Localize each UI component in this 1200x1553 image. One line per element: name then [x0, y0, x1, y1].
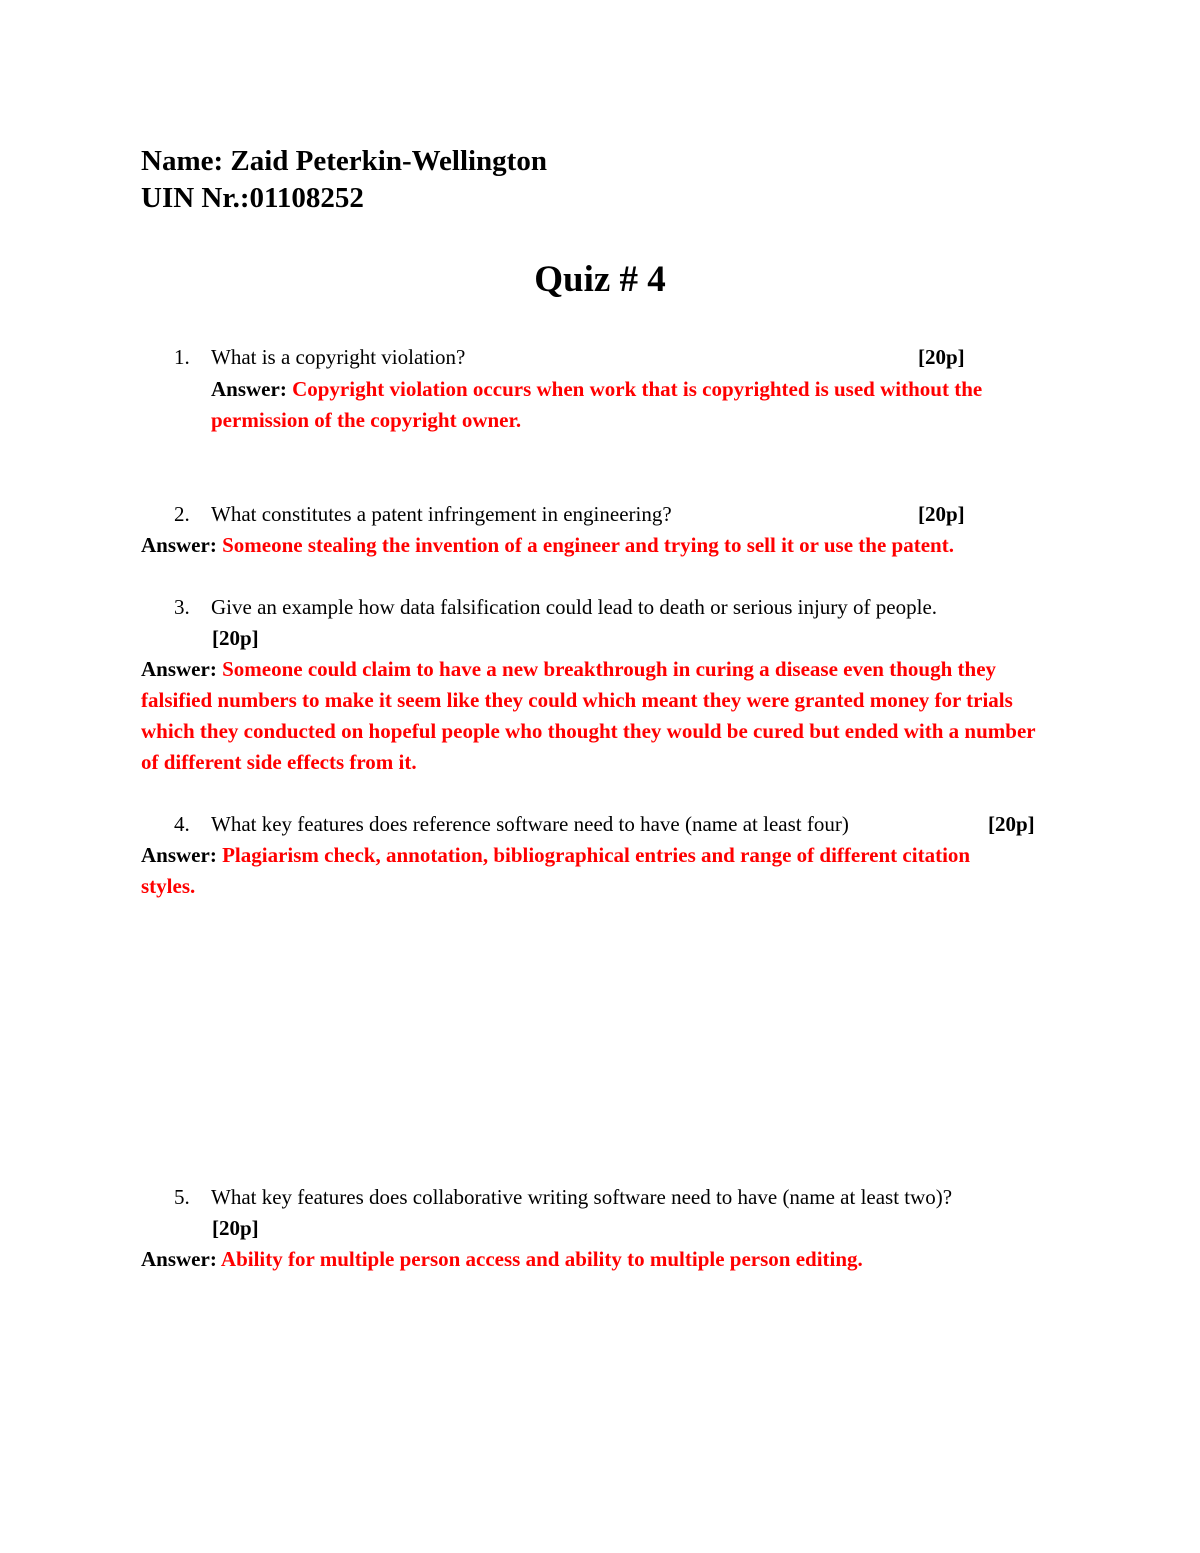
question-points: [20p]: [212, 1216, 259, 1240]
answer-block: [141, 1244, 1056, 1275]
answer-label: Answer:: [141, 1247, 221, 1271]
question-text: What is a copyright violation?: [211, 345, 466, 369]
question-text: Give an example how data falsification could lead to death or serious injury of people.: [211, 595, 938, 619]
question-text: What key features does collaborative writing software need to have (name at least two)?: [211, 1185, 953, 1209]
answer-block: [211, 374, 1056, 436]
question-points: [20p]: [988, 812, 1035, 836]
answer-text: Ability for multiple person access and ability to multiple person editing.: [220, 1247, 863, 1271]
question-number: 5.: [174, 1185, 190, 1209]
student-name: Name: Zaid Peterkin-Wellington: [141, 145, 547, 177]
answer-text: Plagiarism check, annotation, bibliographical entries and range of different citation styles.: [141, 843, 971, 898]
answer-label: Answer:: [141, 657, 223, 681]
question-number: 3.: [174, 595, 190, 619]
answer-block: [141, 840, 1021, 902]
answer-text: Copyright violation occurs when work that is copyrighted is used without the permission of the copyright owner.: [211, 377, 983, 432]
question-number: 1.: [174, 345, 190, 369]
answer-label: Answer:: [211, 377, 293, 401]
question-text: What key features does reference software need to have (name at least four): [211, 812, 849, 836]
student-uin: UIN Nr.:01108252: [141, 182, 364, 214]
answer-block: [141, 530, 1071, 561]
question-number: 2.: [174, 502, 190, 526]
answer-text: Someone could claim to have a new breakthrough in curing a disease even though they falsified numbers to make it seem like they could which meant they were granted money for trials which they conducted on hopeful people who thought they would be cured but ended with a number of different side effects from it.: [141, 657, 1036, 774]
answer-label: Answer:: [141, 843, 223, 867]
answer-text: Someone stealing the invention of a engineer and trying to sell it or use the patent.: [222, 533, 954, 557]
answer-label: Answer:: [141, 533, 223, 557]
answer-block: [141, 654, 1056, 778]
question-points: [20p]: [212, 626, 259, 650]
question-points: [20p]: [918, 502, 965, 526]
question-points: [20p]: [918, 345, 965, 369]
quiz-title: Quiz # 4: [534, 259, 666, 300]
question-text: What constitutes a patent infringement in engineering?: [211, 502, 672, 526]
question-number: 4.: [174, 812, 190, 836]
